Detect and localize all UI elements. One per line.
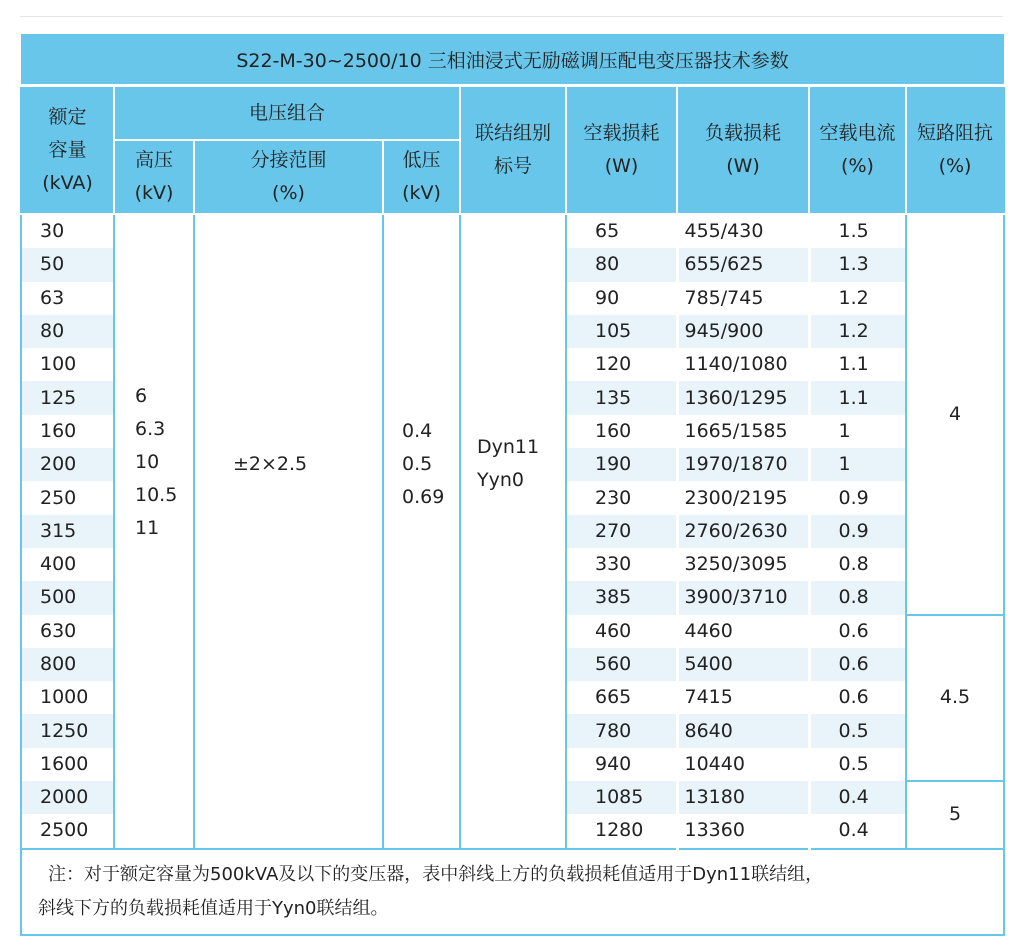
load-loss-cell: 10440: [677, 748, 809, 781]
header-load-loss-unit: (W): [726, 155, 760, 177]
load-loss-cell: 1360/1295: [677, 381, 809, 414]
load-loss-cell: 455/430: [677, 214, 809, 248]
capacity-cell: 63: [21, 282, 114, 315]
capacity-cell: 1250: [21, 714, 114, 747]
no-load-current-cell: 1.3: [809, 248, 906, 281]
header-connection: [460, 86, 566, 215]
top-divider: [20, 16, 1003, 17]
no-load-loss-cell: 160: [566, 415, 677, 448]
spec-table-container: [20, 34, 1003, 936]
header-impedance: [906, 86, 1004, 215]
capacity-cell: 400: [21, 548, 114, 581]
header-tap-label: 分接范围: [250, 149, 327, 171]
no-load-loss-cell: 90: [566, 282, 677, 315]
no-load-loss-cell: 330: [566, 548, 677, 581]
no-load-loss-cell: 135: [566, 381, 677, 414]
header-lv-label: 低压: [402, 149, 441, 171]
hv-values-cell: [114, 214, 194, 849]
no-load-current-cell: 0.6: [809, 681, 906, 714]
load-loss-cell: 2760/2630: [677, 515, 809, 548]
table-row: [21, 214, 1004, 248]
capacity-cell: 160: [21, 415, 114, 448]
load-loss-cell: 7415: [677, 681, 809, 714]
impedance-cell: 4: [906, 214, 1004, 615]
table-body: [21, 214, 1004, 849]
header-capacity: [21, 86, 114, 215]
no-load-current-cell: 0.8: [809, 548, 906, 581]
capacity-cell: 2500: [21, 814, 114, 848]
no-load-loss-cell: 940: [566, 748, 677, 781]
no-load-current-cell: 0.4: [809, 814, 906, 848]
header-tap-unit: (%): [272, 182, 305, 204]
load-loss-cell: 1665/1585: [677, 415, 809, 448]
load-loss-cell: 5400: [677, 648, 809, 681]
load-loss-cell: 1140/1080: [677, 348, 809, 381]
load-loss-cell: 945/900: [677, 315, 809, 348]
capacity-cell: 800: [21, 648, 114, 681]
no-load-current-cell: 1.2: [809, 315, 906, 348]
no-load-loss-cell: 105: [566, 315, 677, 348]
tap-range-cell: ±2×2.5: [194, 214, 383, 849]
no-load-current-cell: 1.2: [809, 282, 906, 315]
header-no-load-loss-unit: (W): [604, 155, 639, 177]
load-loss-cell: 4460: [677, 615, 809, 648]
header-tap: [194, 140, 383, 214]
no-load-current-cell: 0.5: [809, 748, 906, 781]
no-load-loss-cell: 270: [566, 515, 677, 548]
no-load-loss-cell: 80: [566, 248, 677, 281]
capacity-cell: 630: [21, 615, 114, 648]
header-connection-line2: 标号: [493, 155, 532, 177]
note-line2: 斜线下方的负载损耗值适用于Yyn0联结组。: [38, 897, 389, 919]
no-load-current-cell: 0.9: [809, 515, 906, 548]
impedance-cell: 5: [906, 781, 1004, 849]
no-load-current-cell: 0.6: [809, 648, 906, 681]
capacity-cell: 500: [21, 581, 114, 614]
lv-values-cell: [383, 214, 460, 849]
no-load-loss-cell: 120: [566, 348, 677, 381]
load-loss-cell: 3250/3095: [677, 548, 809, 581]
no-load-current-cell: 1.1: [809, 348, 906, 381]
header-voltage-group: 电压组合: [114, 86, 460, 141]
no-load-current-cell: 0.6: [809, 615, 906, 648]
header-lv-unit: (kV): [402, 182, 441, 204]
load-loss-cell: 8640: [677, 714, 809, 747]
table-title: S22-M-30~2500/10 三相油浸式无励磁调压配电变压器技术参数: [21, 34, 1004, 86]
no-load-current-cell: 1.5: [809, 214, 906, 248]
load-loss-cell: 2300/2195: [677, 481, 809, 514]
capacity-cell: 1600: [21, 748, 114, 781]
header-hv-unit: (kV): [134, 182, 174, 204]
load-loss-cell: 655/625: [677, 248, 809, 281]
capacity-cell: 1000: [21, 681, 114, 714]
header-no-load-current-label: 空载电流: [819, 122, 896, 144]
load-loss-cell: 3900/3710: [677, 581, 809, 614]
hv-value: 6: [135, 385, 148, 407]
header-capacity-unit: (kVA): [42, 171, 93, 194]
capacity-cell: 50: [21, 248, 114, 281]
no-load-loss-cell: 190: [566, 448, 677, 481]
load-loss-cell: 785/745: [677, 282, 809, 315]
hv-value: 11: [135, 517, 160, 539]
no-load-loss-cell: 1280: [566, 814, 677, 848]
connection-value: Dyn11: [477, 436, 540, 458]
no-load-loss-cell: 560: [566, 648, 677, 681]
header-no-load-current: [809, 86, 906, 215]
capacity-cell: 315: [21, 515, 114, 548]
header-capacity-line1: 额定: [48, 105, 87, 128]
load-loss-cell: 13360: [677, 814, 809, 848]
no-load-loss-cell: 230: [566, 481, 677, 514]
note-line1: 注：对于额定容量为500kVA及以下的变压器，表中斜线上方的负载损耗值适用于Dyn11联结组，: [48, 863, 824, 885]
hv-value: 10.5: [135, 484, 178, 506]
no-load-current-cell: 1: [809, 448, 906, 481]
capacity-cell: 30: [21, 214, 114, 248]
no-load-current-cell: 1.1: [809, 381, 906, 414]
lv-value: 0.4: [402, 420, 433, 442]
capacity-cell: 100: [21, 348, 114, 381]
header-no-load-current-unit: (%): [841, 155, 874, 177]
capacity-cell: 200: [21, 448, 114, 481]
connection-value: Yyn0: [477, 469, 524, 491]
header-hv: [114, 140, 194, 214]
lv-value: 0.5: [402, 453, 433, 475]
no-load-current-cell: 0.8: [809, 581, 906, 614]
capacity-cell: 2000: [21, 781, 114, 814]
connection-cell: [460, 214, 566, 849]
load-loss-cell: 13180: [677, 781, 809, 814]
no-load-loss-cell: 665: [566, 681, 677, 714]
no-load-loss-cell: 460: [566, 615, 677, 648]
capacity-cell: 80: [21, 315, 114, 348]
header-capacity-line2: 容量: [48, 138, 87, 161]
no-load-current-cell: 0.4: [809, 781, 906, 814]
no-load-loss-cell: 65: [566, 214, 677, 248]
capacity-cell: 125: [21, 381, 114, 414]
header-no-load-loss: [566, 86, 677, 215]
no-load-current-cell: 1: [809, 415, 906, 448]
capacity-cell: 250: [21, 481, 114, 514]
load-loss-cell: 1970/1870: [677, 448, 809, 481]
header-load-loss: [677, 86, 809, 215]
no-load-current-cell: 0.5: [809, 714, 906, 747]
table-note: [21, 849, 1004, 935]
header-impedance-label: 短路阻抗: [917, 122, 994, 144]
spec-table: [20, 34, 1005, 936]
no-load-loss-cell: 385: [566, 581, 677, 614]
no-load-current-cell: 0.9: [809, 481, 906, 514]
header-hv-label: 高压: [134, 149, 173, 171]
no-load-loss-cell: 1085: [566, 781, 677, 814]
hv-value: 6.3: [135, 418, 166, 440]
header-connection-line1: 联结组别: [474, 122, 551, 144]
lv-value: 0.69: [402, 486, 445, 508]
header-impedance-unit: (%): [938, 155, 972, 177]
impedance-cell: 4.5: [906, 615, 1004, 781]
no-load-loss-cell: 780: [566, 714, 677, 747]
header-load-loss-label: 负载损耗: [704, 122, 781, 144]
hv-value: 10: [135, 451, 160, 473]
header-lv: [383, 140, 460, 214]
header-no-load-loss-label: 空载损耗: [583, 122, 660, 144]
